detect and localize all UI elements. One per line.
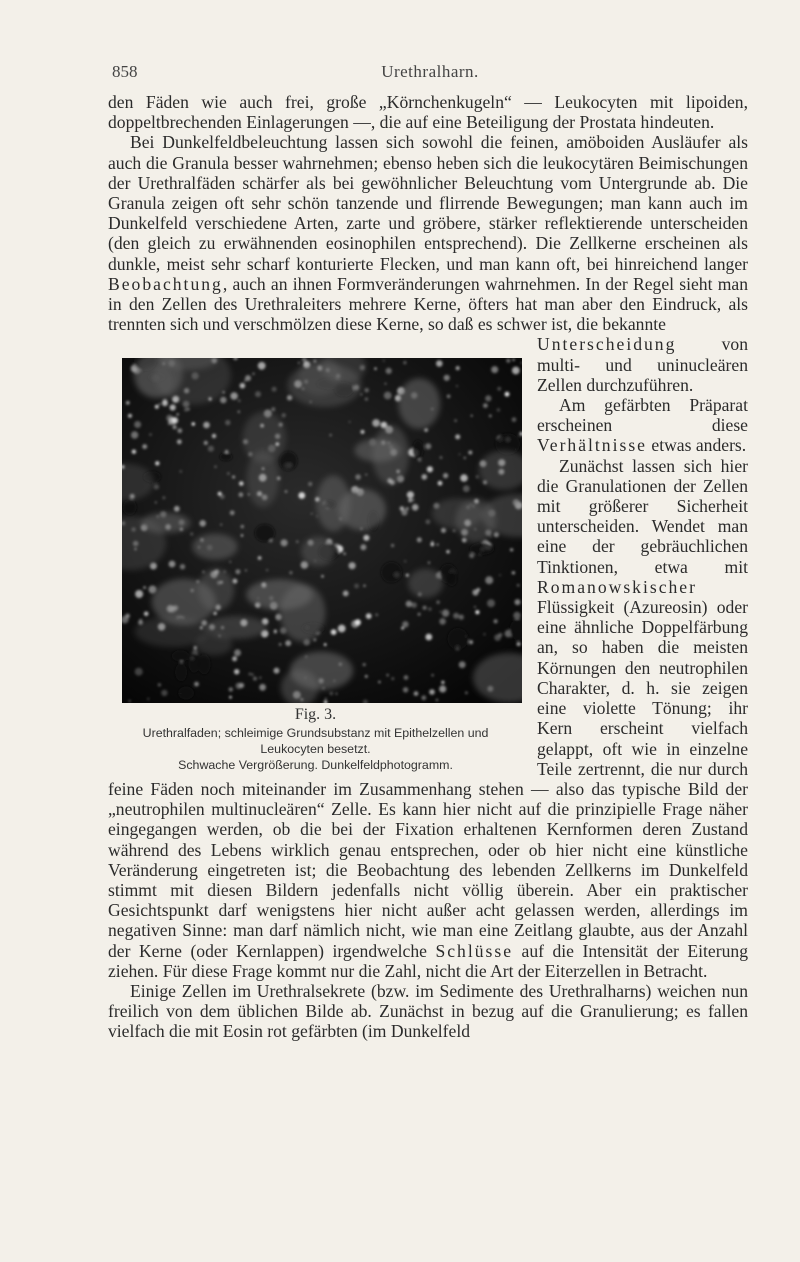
granule — [232, 579, 237, 584]
granule — [459, 662, 466, 669]
granule — [230, 562, 232, 564]
granule — [459, 454, 461, 456]
granule — [298, 362, 300, 364]
granule — [204, 441, 208, 445]
granule — [471, 415, 473, 417]
granule — [453, 530, 455, 532]
granule — [365, 388, 369, 392]
granule — [338, 625, 346, 633]
granule — [139, 619, 142, 622]
granule — [163, 399, 168, 404]
granule — [468, 451, 472, 455]
granule — [235, 570, 240, 575]
granule — [440, 457, 443, 460]
granule — [444, 375, 450, 381]
granule — [170, 405, 176, 411]
granule — [161, 690, 167, 696]
cell-nucleus — [279, 452, 297, 471]
granule — [249, 673, 252, 676]
granule — [298, 493, 305, 500]
granule — [464, 457, 466, 459]
granule — [343, 591, 349, 597]
granule — [232, 657, 237, 662]
granule — [313, 639, 316, 642]
granule — [446, 550, 449, 553]
spaced-word-unterscheidung: Unterscheidung — [537, 334, 677, 355]
granule — [383, 360, 385, 362]
paragraph-4-part-c: auf die Intensität der Eiterung ziehen. Für diese Frage kommt nur die Zahl, nicht die Art der Eiterzellen in Betracht. — [108, 940, 748, 981]
granule — [360, 545, 366, 551]
granule — [506, 359, 510, 363]
cell-nucleus — [448, 628, 469, 650]
paragraph-2-part-a: Bei Dunkelfeldbeleuchtung lassen sich sowohl die feinen, amöboiden Ausläufer als auch die Granula besser wahrnehmen; ebenso heben sich die leukocytären Beimischungen der Urethralfäden schärfer als bei gewöhnlicher Beleuchtung vom Untergrunde ab. Die Granula zeigen oft sehr schön tanzende und flirrende Bewegungen; man kann auch im Dunkelfeld verschiedene Arten, zarte und gröbere, stärker reflektierende unterscheiden (den gleich zu erwähnenden eosinophilen entsprechend). Die Zellkerne erscheinen als dunkle, meist sehr scharf konturierte Flecken, und man kann oft, bei hinreichend langer — [108, 132, 748, 274]
granule — [490, 536, 492, 538]
paragraph-3-part-a: Am gefärbten Präparat erscheinen diese — [537, 395, 748, 436]
granule — [412, 504, 419, 511]
granule — [177, 429, 182, 434]
granule — [230, 393, 238, 401]
granule — [418, 613, 421, 616]
granule — [212, 434, 216, 438]
granule — [241, 535, 243, 537]
running-title: Urethralharn. — [381, 62, 479, 81]
paragraph-2-part-b: , auch an ihnen Formveränderungen wahrnehmen. In der Regel sieht man in den Zellen des Urethraleiters mehrere Kerne, öfters hat man aber den Eindruck, als trennten sich und verschmölzen diese Kerne, so daß es schwer ist, die bekannte — [108, 273, 748, 335]
granule — [162, 497, 165, 500]
granule — [387, 674, 389, 676]
granule — [214, 466, 216, 468]
granule — [287, 395, 292, 400]
granule — [213, 612, 217, 616]
granule — [366, 614, 372, 620]
granule — [411, 603, 417, 609]
granule — [422, 475, 428, 481]
spaced-word-romanowskischer: Romanowskischer — [537, 576, 697, 597]
granule — [454, 420, 457, 423]
granule — [316, 516, 318, 518]
granule — [494, 635, 501, 642]
granule — [432, 675, 434, 677]
cell-haze — [290, 652, 353, 690]
granule — [330, 434, 332, 436]
granule — [489, 415, 492, 418]
granule — [259, 677, 261, 679]
cell-haze — [280, 585, 326, 642]
granule — [484, 634, 486, 636]
granule — [173, 425, 177, 429]
granule — [456, 386, 458, 388]
granule — [229, 696, 232, 699]
granule — [497, 387, 501, 391]
cell-haze — [432, 499, 483, 530]
granule — [487, 600, 495, 608]
granule — [253, 677, 257, 681]
granule — [259, 684, 266, 691]
granule — [363, 664, 366, 667]
granule — [126, 401, 130, 405]
granule — [391, 544, 394, 547]
granule — [428, 562, 430, 564]
paragraph-2 — [108, 132, 748, 334]
granule — [436, 544, 438, 546]
granule — [497, 409, 500, 412]
granule — [343, 553, 345, 555]
granule — [365, 398, 368, 401]
granule — [325, 698, 327, 700]
granule — [311, 513, 313, 515]
granule — [245, 376, 251, 382]
granule — [131, 432, 138, 439]
granule — [240, 383, 246, 389]
granule — [465, 692, 468, 695]
granule — [517, 584, 520, 587]
darkfield-micrograph — [122, 358, 522, 703]
granule — [238, 411, 240, 413]
granule — [385, 383, 387, 385]
granule — [220, 524, 222, 526]
granule — [365, 474, 367, 476]
cell-nucleus — [220, 453, 233, 461]
granule — [168, 418, 176, 426]
cell-haze — [136, 366, 174, 398]
paragraph-5: Einige Zellen im Urethralsekrete (bzw. im Sedimente des Urethralharns) weichen nun freilich von dem üblichen Bilde ab. Zunächst in bezug auf die Granulierung; es fallen vielfach die mit Eosin rot gefärbten (im Dunkelfeld — [108, 980, 748, 1042]
spaced-word-schluesse: Schlüsse — [435, 940, 514, 961]
granule — [485, 396, 491, 402]
granule — [203, 422, 210, 429]
granule — [169, 561, 176, 568]
cell-nucleus — [381, 562, 402, 583]
granule — [253, 373, 255, 375]
granule — [289, 572, 292, 575]
paragraph-3-part-b: etwas anders. — [647, 435, 747, 456]
cell-haze — [398, 379, 440, 430]
granule — [272, 387, 277, 392]
granule — [190, 533, 193, 536]
cell-haze — [243, 412, 286, 464]
granule — [218, 492, 222, 496]
granule — [321, 575, 324, 578]
cell-nucleus — [175, 664, 187, 682]
figure-3 — [108, 334, 523, 774]
granule — [463, 486, 470, 493]
granule — [279, 643, 282, 646]
paragraph-4-part-b: Flüssigkeit (Azureosin) oder eine ähnliche Doppelfärbung an, so haben die meisten Körnungen den neutrophilen Charakter, d. h. sie zeigen eine violette Tönung; ihr Kern erscheint vielfach gelappt, oft wie in einzelne Teile zertrennt, die nur durch feine Fäden noch miteinander im Zusammenhang stehen — also das typische Bild der „neutrophilen multinucleären“ Zelle. Es kann hier nicht auf die prinzipielle Frage näher eingegangen werden, ob die bei der Fixation erhaltenen Kernformen deren Zustand während des Lebens wirklich genau entsprechen, oder ob hier nicht eine künstliche Veränderung eingetreten ist; die Beobachtung des lebenden Zellkerns im Dunkelfeld stimmt mit diesen Bildern jedenfalls nicht völlig überein. Aber ein praktischer Gesichtspunkt darf wenigstens hier nicht außer acht gelassen werden, allerdings im negativen Sinne: man darf nämlich nicht, wie man eine Zeitlang glaubte, aus der Anzahl der Kerne (oder Kernlappen) irgendwelche — [108, 597, 748, 961]
granule — [406, 574, 409, 577]
granule — [349, 421, 351, 423]
granule — [439, 619, 446, 626]
granule — [513, 359, 515, 361]
granule — [363, 535, 369, 541]
granule — [234, 669, 239, 674]
granule — [230, 511, 235, 516]
granule — [296, 541, 299, 544]
granule — [229, 688, 233, 692]
granule — [512, 418, 517, 423]
granule — [282, 414, 286, 418]
granule — [475, 611, 479, 615]
granule — [158, 684, 161, 687]
granule — [429, 690, 435, 696]
granule — [177, 440, 182, 445]
granule — [438, 481, 443, 486]
granule — [378, 681, 380, 683]
granule — [285, 491, 288, 494]
granule — [384, 392, 392, 400]
granule — [135, 590, 143, 598]
granule — [225, 420, 230, 425]
granule — [143, 587, 146, 590]
granule — [251, 674, 253, 676]
granule — [443, 473, 448, 478]
granule — [406, 601, 412, 607]
granule — [238, 400, 240, 402]
caption-line-1: Urethralfaden; schleimige Grundsubstanz mit Epithelzellen und — [142, 726, 489, 741]
granule — [184, 408, 188, 412]
granule — [180, 564, 185, 569]
granule — [517, 642, 521, 646]
granule — [417, 538, 422, 543]
granule — [375, 614, 378, 617]
page-number: 858 — [112, 62, 138, 81]
granule — [361, 430, 365, 434]
granule — [391, 678, 394, 681]
caption-line-2: Leukocyten besetzt. — [260, 742, 371, 757]
granule — [234, 650, 241, 657]
granule — [208, 446, 214, 452]
granule — [401, 627, 404, 630]
granule — [199, 520, 206, 527]
cell-nucleus — [123, 500, 137, 516]
granule — [227, 473, 230, 476]
granule — [372, 420, 380, 428]
granule — [236, 683, 242, 689]
cell-haze — [298, 358, 341, 396]
granule — [440, 611, 442, 613]
granule — [336, 693, 338, 695]
granule — [460, 475, 468, 483]
figure-label: Fig. 3. — [294, 706, 337, 724]
granule — [403, 361, 406, 364]
granule — [258, 362, 266, 370]
granule — [485, 577, 493, 585]
granule — [512, 572, 515, 575]
granule — [148, 699, 150, 701]
paragraph-1: den Fäden wie auch frei, große „Körnchenkugeln“ — Leukocyten mit lipoiden, doppeltbrechenden Einlagerungen —, die auf eine Beteiligung der Prostata hindeuten. — [108, 92, 748, 133]
granule — [474, 606, 476, 608]
cell-haze — [196, 634, 233, 655]
granule — [155, 405, 159, 409]
spaced-word-beobachtung: Beobachtung — [108, 273, 223, 294]
granule — [402, 622, 408, 628]
granule — [515, 600, 521, 606]
granule — [330, 692, 333, 695]
cell-nucleus — [178, 687, 194, 700]
figure-caption — [108, 707, 523, 773]
cell-haze — [192, 534, 237, 560]
granule — [266, 569, 268, 571]
spaced-word-verhaeltnisse: Verhältnisse — [537, 435, 647, 456]
granule — [400, 507, 405, 512]
cell-haze — [408, 569, 443, 598]
granule — [441, 528, 446, 533]
granule — [159, 404, 161, 406]
cell-nucleus — [198, 654, 211, 674]
granule — [407, 492, 414, 499]
granule — [285, 641, 291, 647]
granule — [365, 675, 368, 678]
granule — [324, 644, 327, 647]
granule — [453, 613, 459, 619]
running-head — [112, 62, 748, 86]
granule — [436, 361, 443, 368]
granule — [128, 414, 132, 418]
granule — [239, 493, 244, 498]
granule — [510, 549, 513, 552]
granule — [414, 692, 419, 697]
cell-haze — [316, 476, 350, 532]
cell-nucleus — [447, 573, 457, 586]
granule — [180, 471, 182, 473]
granule — [155, 502, 157, 504]
granule — [374, 368, 376, 370]
granule — [499, 575, 501, 577]
granule — [154, 485, 159, 490]
granule — [194, 682, 199, 687]
granule — [459, 615, 464, 620]
cell-nucleus — [412, 440, 423, 459]
granule — [424, 429, 428, 433]
granule — [421, 696, 426, 701]
granule — [456, 367, 460, 371]
granule — [271, 408, 275, 412]
granule — [483, 404, 488, 409]
granule — [363, 585, 365, 587]
granule — [149, 434, 152, 437]
granule — [258, 557, 262, 561]
cell-haze — [354, 439, 401, 462]
granule — [423, 606, 427, 610]
granule — [360, 394, 362, 396]
granule — [125, 614, 130, 619]
granule — [239, 482, 244, 487]
granule — [155, 462, 159, 466]
cell-haze — [301, 537, 335, 567]
granule — [274, 631, 277, 634]
granule — [436, 601, 439, 604]
cell-nucleus — [172, 651, 190, 662]
paragraph-2-part-c: von multi- und uninucleären Zellen durchzuführen. — [537, 334, 748, 395]
granule — [132, 450, 136, 454]
granule — [403, 688, 408, 693]
granule — [436, 699, 438, 701]
granule — [355, 620, 361, 626]
granule — [220, 397, 227, 404]
granule — [408, 499, 412, 503]
granule — [192, 423, 195, 426]
granule — [505, 392, 510, 397]
granule — [441, 681, 444, 684]
granule — [232, 476, 235, 479]
micrograph-svg — [122, 358, 522, 703]
cell-nucleus — [255, 525, 275, 543]
granule — [274, 668, 280, 674]
granule — [494, 620, 498, 624]
granule — [447, 395, 451, 399]
granule — [386, 368, 392, 374]
granule — [349, 563, 356, 570]
granule — [281, 540, 288, 547]
granule — [406, 508, 409, 511]
granule — [455, 435, 460, 440]
granule — [202, 571, 204, 573]
granule — [135, 668, 143, 676]
granule — [241, 525, 244, 528]
granule — [144, 612, 149, 617]
granule — [404, 676, 409, 681]
granule — [425, 634, 432, 641]
granule — [174, 506, 180, 512]
granule — [354, 584, 359, 589]
paragraph-4-part-a: Zunächst lassen sich hier die Granulationen der Zellen mit größerer Sicherheit unterscheiden. Wendet man eine der gebräuchlichen Tinktionen, etwa mit — [537, 455, 748, 577]
granule — [439, 686, 446, 693]
cell-haze — [152, 579, 216, 625]
body-text — [108, 92, 748, 1042]
granule — [355, 475, 361, 481]
granule — [476, 476, 479, 479]
granule — [469, 641, 473, 645]
granule — [491, 367, 498, 374]
granule — [129, 701, 131, 703]
granule — [513, 612, 520, 619]
granule — [331, 630, 337, 636]
granule — [469, 553, 474, 558]
caption-line-3: Schwache Vergrößerung. Dunkelfeldphotogramm. — [178, 758, 453, 773]
granule — [404, 561, 406, 563]
granule — [255, 392, 261, 398]
granule — [428, 608, 431, 611]
granule — [430, 543, 434, 547]
granule — [512, 367, 520, 375]
cell-nucleus — [470, 543, 495, 555]
granule — [426, 520, 431, 525]
granule — [442, 610, 449, 617]
cell-haze — [141, 513, 191, 533]
granule — [142, 445, 147, 450]
granule — [177, 414, 179, 416]
granule — [472, 590, 478, 596]
granule — [134, 421, 141, 428]
granule — [308, 482, 312, 486]
granule — [425, 444, 431, 450]
granule — [427, 467, 433, 473]
granule — [245, 570, 247, 572]
